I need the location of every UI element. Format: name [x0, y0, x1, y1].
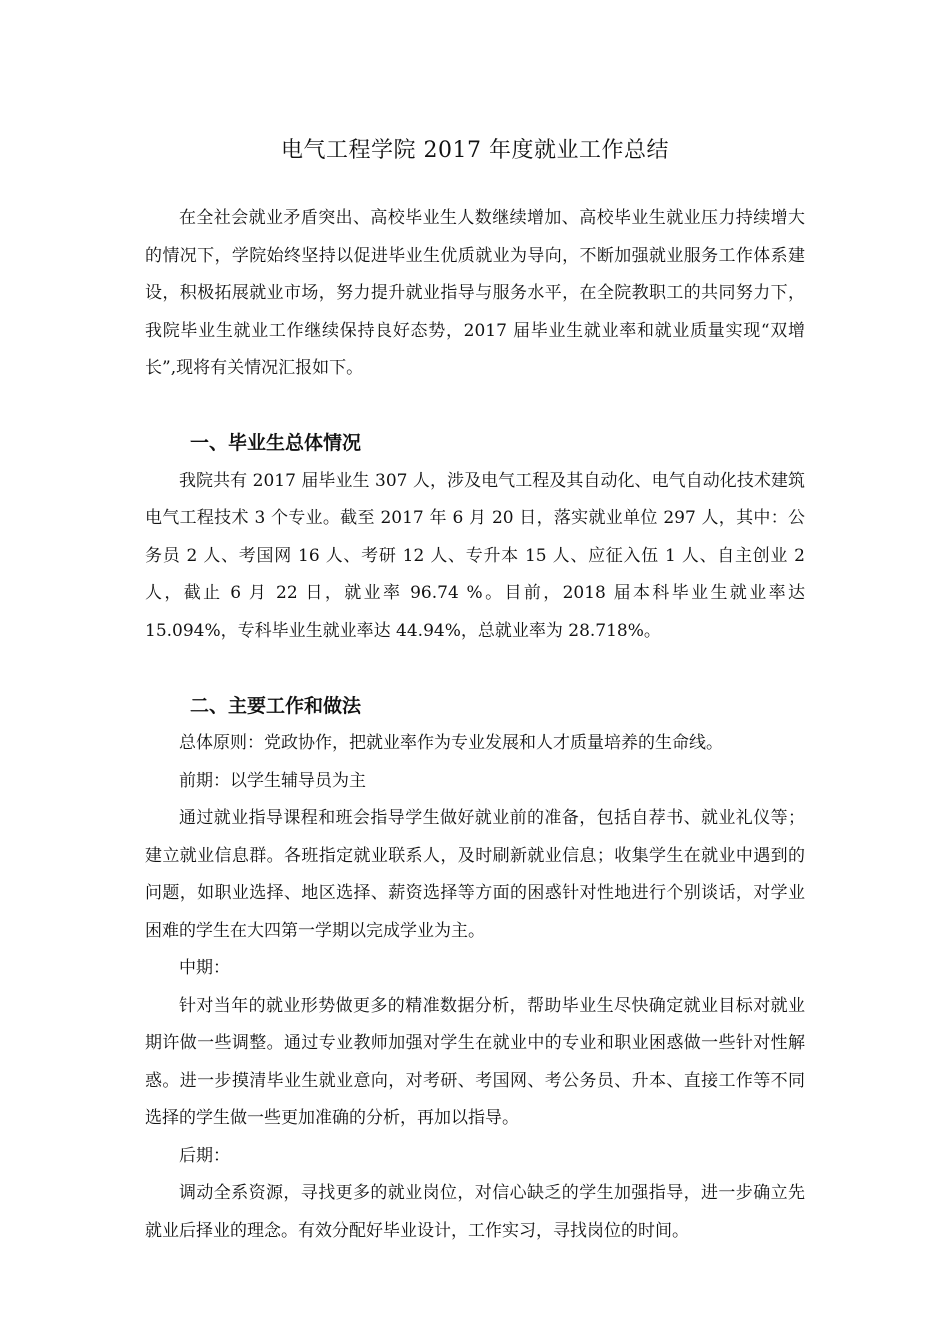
intro-paragraph: 在全社会就业矛盾突出、高校毕业生人数继续增加、高校毕业生就业压力持续增大的情况下，学院始终坚持以促进毕业生优质就业为导向，不断加强就业服务工作体系建设，积极拓展就业市场，努力提升就业指导与服务水平，在全院教职工的共同努力下，我院毕业生就业工作继续保持良好态势，2017 届毕业生就业率和就业质量实现“双增长”,现将有关情况汇报如下。 [145, 208, 805, 378]
late-stage-paragraph: 调动全系资源，寻找更多的就业岗位，对信心缺乏的学生加强指导，进一步确立先就业后择业的理念。有效分配好毕业设计，工作实习，寻找岗位的时间。 [145, 1183, 805, 1241]
mid-stage-label: 中期： [179, 958, 230, 978]
overview-paragraph: 我院共有 2017 届毕业生 307 人，涉及电气工程及其自动化、电气自动化技术建筑电气工程技术 3 个专业。截至 2017 年 6 月 20 日，落实就业单位 297 人，其中：公务员 2 人、考国网 16 人、考研 12 人、专升本 15 人、应征入伍 1 人、自主创业 2 人，截止 6 月 22 日，就业率 96.74 %。目前，2018 届本科毕业生就业率达 15.094%，专科毕业生就业率达 44.94%，总就业率为 28.718%。 [145, 470, 805, 641]
section-heading-overview: 一、毕业生总体情况 [190, 432, 362, 454]
early-stage-label: 前期：以学生辅导员为主 [179, 770, 366, 791]
document-body [145, 200, 805, 1250]
mid-stage-paragraph: 针对当年的就业形势做更多的精准数据分析，帮助毕业生尽快确定就业目标对就业期许做一些调整。通过专业教师加强对学生在就业中的专业和职业困惑做一些针对性解惑。进一步摸清毕业生就业意向，对考研、考国网、考公务员、升本、直接工作等不同选择的学生做一些更加准确的分析，再加以指导。 [145, 995, 805, 1128]
section-spacer [145, 388, 805, 426]
section-spacer [145, 650, 805, 688]
document-title: 电气工程学院 2017 年度就业工作总结 [281, 138, 669, 163]
section-heading-main-work: 二、主要工作和做法 [190, 694, 362, 717]
late-stage-label: 后期： [179, 1145, 230, 1166]
principle-paragraph: 总体原则：党政协作，把就业率作为专业发展和人才质量培养的生命线。 [179, 733, 723, 753]
early-stage-paragraph: 通过就业指导课程和班会指导学生做好就业前的准备，包括自荐书、就业礼仪等；建立就业信息群。各班指定就业联系人，及时刷新就业信息；收集学生在就业中遇到的问题，如职业选择、地区选择、薪资选择等方面的困惑针对性地进行个别谈话，对学业困难的学生在大四第一学期以完成学业为主。 [145, 808, 805, 941]
